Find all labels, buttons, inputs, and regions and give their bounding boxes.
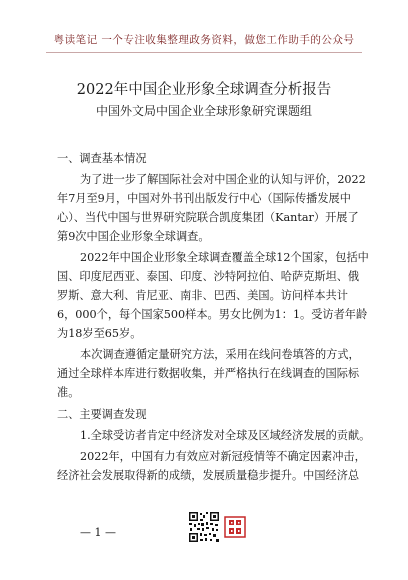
paragraph-line: 准。 [57, 386, 80, 399]
section-heading-basic-info: 一、调查基本情况 [57, 152, 147, 165]
paragraph-line: 6，000个，每个国家500样本。男女比例为1：1。受访者年龄 [57, 308, 368, 321]
page-number: — 1 — [80, 526, 116, 539]
paragraph-line: 本次调查遵循定量研究方法，采用在线问卷填答的方式， [80, 348, 360, 361]
paragraph-line: 2022年中国企业形象全球调查覆盖全球12个国家，包括中 [80, 251, 369, 264]
header-note: 粤读笔记 一个专注收集整理政务资料，做您工作助手的公众号 [53, 34, 355, 46]
paragraph-line: 第9次中国企业形象全球调查。 [57, 230, 210, 243]
paragraph-line: 年7月至9月，中国对外书刊出版发行中心（国际传播发展中 [57, 192, 351, 205]
document-subtitle: 中国外文局中国企业全球形象研究课题组 [95, 104, 312, 118]
header-divider [46, 52, 362, 53]
paragraph-line: 为了进一步了解国际社会对中国企业的认知与评价，2022 [80, 173, 366, 186]
paragraph-line: 经济社会发展取得新的成绩，发展质量稳步提升。中国经济总 [57, 469, 360, 482]
section-heading-findings: 二、主要调查发现 [57, 408, 147, 421]
qr-code-icon[interactable] [188, 511, 220, 543]
paragraph-line: 为18岁至65岁。 [57, 327, 142, 340]
official-seal-icon [223, 515, 247, 539]
paragraph-line: 罗斯、意大利、肯尼亚、南非、巴西、美国。访问样本共计 [57, 289, 348, 302]
paragraph-line: 国、印度尼西亚、泰国、印度、沙特阿拉伯、哈萨克斯坦、俄 [57, 270, 360, 283]
paragraph-line: 通过全球样本库进行数据收集，并严格执行在线调查的国际标 [57, 367, 360, 380]
paragraph-line: 心）、当代中国与世界研究院联合凯度集团（Kantar）开展了 [57, 211, 359, 224]
document-title: 2022年中国企业形象全球调查分析报告 [76, 82, 332, 98]
finding-1: 1.全球受访者肯定中经济发对全球及区域经济发展的贡献。 [80, 429, 371, 442]
paragraph-line: 2022年，中国有力有效应对新冠疫情等不确定因素冲击， [80, 450, 366, 463]
